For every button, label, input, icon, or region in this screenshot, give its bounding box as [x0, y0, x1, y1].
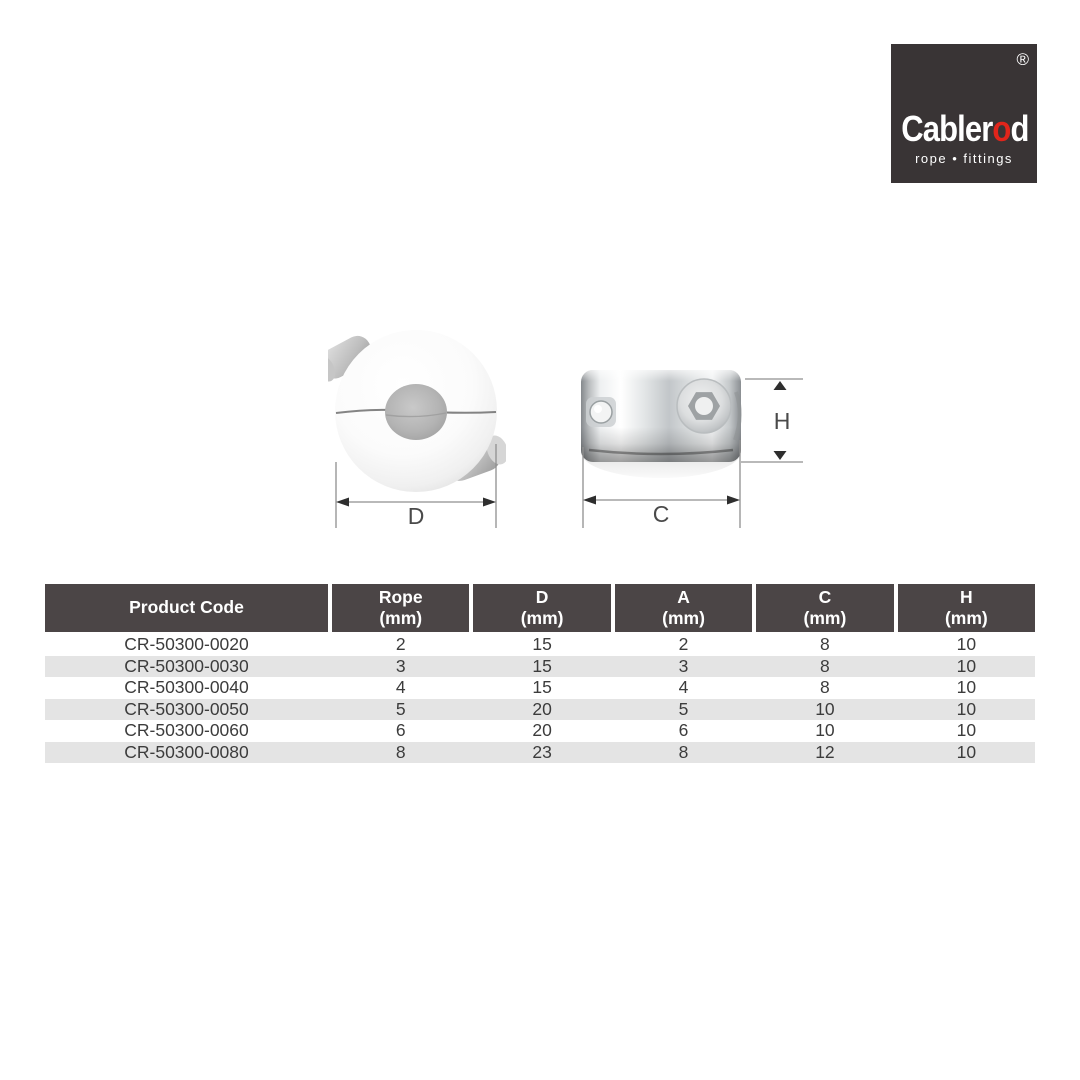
cell-d: 23: [532, 741, 552, 762]
cell-h: 10: [956, 720, 977, 740]
table-row: [45, 720, 1035, 742]
table-row: [45, 699, 1035, 721]
cell-a: 6: [678, 720, 689, 740]
cell-h: 10: [956, 655, 977, 676]
dim-h-arrowhead-down: [774, 451, 787, 460]
col-header-h: [898, 584, 1035, 632]
spec-table-header: [45, 584, 1035, 632]
cell-a: 3: [678, 655, 689, 676]
registered-trademark-symbol: ®: [1016, 50, 1029, 69]
col-title: Product Code: [129, 597, 244, 618]
cell-a: 4: [678, 677, 689, 697]
dim-c-arrowhead-left: [583, 496, 596, 505]
cell-d: 15: [532, 634, 552, 654]
cell-a: 5: [678, 698, 689, 719]
brand-logo: [891, 44, 1037, 183]
cell-c: 8: [820, 655, 830, 676]
cell-d: 15: [532, 655, 552, 676]
cell-h: 10: [956, 677, 977, 697]
dim-c-arrowhead-right: [727, 496, 740, 505]
brand-name: [901, 108, 1027, 150]
dim-c-label: C: [652, 501, 670, 527]
cell-h: 10: [956, 741, 977, 762]
dimension-annotations: [330, 358, 810, 536]
col-unit: (mm): [662, 608, 705, 628]
dim-d-arrowhead-right: [483, 498, 496, 507]
cell-rope: 8: [395, 741, 406, 762]
col-unit: (mm): [803, 608, 847, 628]
brand-name-part: Cabler: [901, 108, 993, 149]
col-title: C: [818, 586, 832, 607]
cell-a: 2: [678, 634, 689, 654]
col-unit: (mm): [520, 608, 564, 628]
dim-d-label: D: [407, 503, 425, 529]
col-unit: (mm): [944, 608, 988, 628]
col-header-c: [756, 584, 893, 632]
brand-name-part: d: [1010, 108, 1029, 149]
table-row: [45, 656, 1035, 678]
table-row: [45, 677, 1035, 699]
cell-c: 8: [820, 634, 830, 654]
cell-c: 8: [820, 677, 830, 697]
col-header-product-code: [45, 584, 328, 632]
cell-h: 10: [956, 698, 977, 719]
dim-d-arrowhead-left: [336, 498, 349, 507]
cell-rope: 2: [395, 634, 406, 654]
cell-rope: 5: [395, 698, 406, 719]
dim-h-label: H: [773, 408, 791, 434]
cell-rope: 6: [395, 720, 406, 740]
cell-rope: 3: [395, 655, 406, 676]
table-row: [45, 742, 1035, 764]
cell-d: 20: [532, 720, 552, 740]
cell-c: 10: [815, 698, 835, 719]
col-header-d: [473, 584, 610, 632]
col-title: H: [960, 586, 973, 607]
spec-table-body: [45, 634, 1035, 763]
col-unit: (mm): [379, 608, 423, 628]
cell-a: 8: [678, 741, 689, 762]
cell-product-code: CR-50300-0020: [124, 634, 249, 654]
col-header-a: [615, 584, 752, 632]
brand-name-accent-letter: o: [992, 108, 1011, 149]
table-row: [45, 634, 1035, 656]
col-header-rope: [332, 584, 469, 632]
col-title: Rope: [378, 586, 423, 607]
cell-d: 15: [532, 677, 552, 697]
cell-d: 20: [532, 698, 552, 719]
cell-product-code: CR-50300-0060: [124, 720, 249, 740]
cell-h: 10: [956, 634, 977, 654]
col-title: D: [535, 586, 549, 607]
cell-c: 12: [815, 741, 835, 762]
cell-product-code: CR-50300-0050: [124, 698, 249, 719]
dim-h-arrowhead-up: [774, 381, 787, 390]
cell-product-code: CR-50300-0080: [124, 741, 249, 762]
cell-c: 10: [815, 720, 835, 740]
cell-rope: 4: [395, 677, 406, 697]
brand-tagline: rope • fittings: [915, 151, 1013, 166]
col-title: A: [677, 586, 690, 607]
cell-product-code: CR-50300-0040: [124, 677, 249, 697]
spec-table: [45, 584, 1035, 763]
cell-product-code: CR-50300-0030: [124, 655, 249, 676]
